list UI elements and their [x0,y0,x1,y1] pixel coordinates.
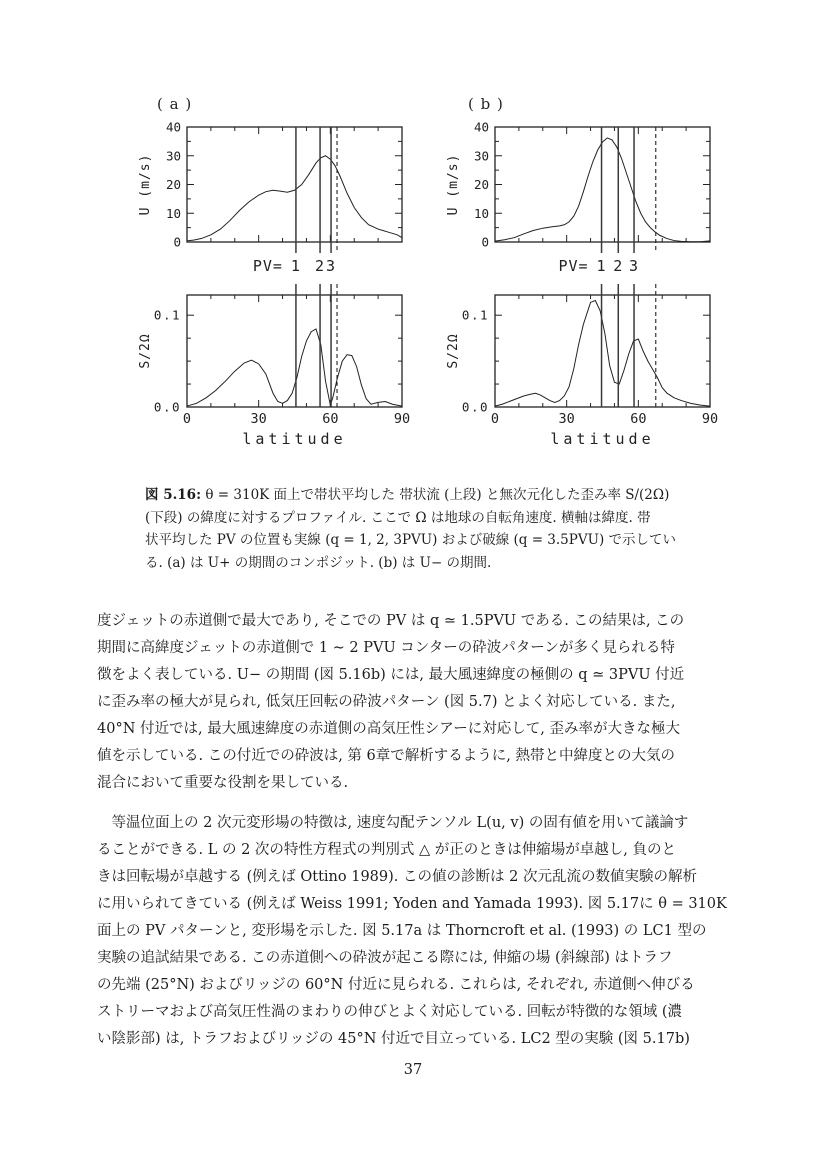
subplot-bottom [446,295,718,448]
svg-text:20: 20 [165,177,181,192]
svg-text:90: 90 [393,411,411,427]
svg-text:latitude: latitude [550,430,655,448]
svg-text:40: 40 [473,119,489,135]
svg-text:2: 2 [315,257,326,275]
caption-line: (下段) の緯度に対するプロファイル. ここで Ω は地球の自転角速度. 横軸は緯度. 帯 [145,509,651,526]
svg-text:90: 90 [701,411,719,427]
panel-b-plot [433,120,748,470]
svg-text:3: 3 [326,257,337,275]
data-curve [187,156,402,241]
subplot-bottom [138,295,410,448]
panel-a-plot [125,120,440,470]
subplot-top [446,120,710,250]
data-curve [187,329,402,406]
svg-text:0.1: 0.1 [153,307,181,323]
svg-text:0.0: 0.0 [461,399,489,415]
text-line: ストリーマおよび高気圧性渦のまわりの伸びとよく対応している. 回転が特徴的な領域 (濃 [97,1004,682,1020]
text-line: 等温位面上の 2 次元変形場の特徴は, 速度勾配テンソル L(u, v) の固有値を用いて議論す [97,815,689,831]
svg-text:40: 40 [165,119,181,135]
page-number: 37 [403,1062,423,1078]
pv-lines [253,127,337,407]
svg-text:30: 30 [558,411,575,427]
text-line: に歪み率の極大が見られ, 低気圧回転の砕波パターン (図 5.7) とよく対応している. また, [97,694,676,710]
svg-text:30: 30 [250,411,267,427]
svg-text:30: 30 [473,148,489,164]
subplot-top [138,120,402,250]
text-line: 期間に高緯度ジェットの赤道側で 1 ∼ 2 PVU コンターの砕波パターンが多く見られる特 [97,640,675,656]
svg-text:10: 10 [165,205,181,221]
text-line: 混合において重要な役割を果している. [97,775,349,791]
caption-line [145,484,705,507]
figure-panel-a [125,95,445,485]
text-line: 値を示している. この付近での砕波は, 第 6章で解析するように, 熱帯と中緯度との大気の [97,748,675,764]
svg-text:1: 1 [596,257,607,275]
svg-text:PV=: PV= [558,257,589,275]
svg-text:0.0: 0.0 [153,399,181,415]
caption-figure-label: 図 5.16: [145,487,202,503]
svg-text:0.1: 0.1 [461,307,489,323]
svg-text:3: 3 [629,257,640,275]
svg-text:0: 0 [490,411,500,427]
svg-text:0: 0 [481,234,489,250]
svg-text:U (m/s): U (m/s) [138,153,153,216]
svg-text:2: 2 [613,257,624,275]
figure-caption [145,484,705,574]
svg-text:U (m/s): U (m/s) [446,153,461,216]
svg-text:0: 0 [182,411,192,427]
axis-box [495,127,710,242]
text-line: に用いられてきている (例えば Weiss 1991; Yoden and Yamada 1993). 図 5.17に θ = 310K [97,896,727,912]
text-line: 40°N 付近では, 最大風速緯度の赤道側の高気圧性シアーに対応して, 歪み率が大きな極大 [97,721,680,737]
axis-box [187,295,402,407]
svg-text:1: 1 [290,257,301,275]
axis-box [495,295,710,407]
figure-panel-b [433,95,753,485]
caption-line: 状平均した PV の位置も実線 (q = 1, 2, 3PVU) および破線 (q = 3.5PVU) で示してい [145,532,677,548]
text-line: 度ジェットの赤道側で最大であり, そこでの PV は q ≃ 1.5PVU である. この結果は, この [97,613,685,629]
text-line: の先端 (25°N) およびリッジの 60°N 付近に見られる. これらは, それぞれ, 赤道側へ伸びる [97,977,695,993]
paragraph-1 [97,608,747,797]
svg-text:20: 20 [473,177,489,192]
svg-text:60: 60 [322,411,339,427]
svg-text:60: 60 [630,411,647,427]
text-line: ることができる. L の 2 次の特性方程式の判別式 △ が正のときは伸縮場が卓越し, 負のと [97,842,676,858]
svg-text:S/2Ω: S/2Ω [138,333,153,369]
data-curve [495,138,710,242]
text-line: きは回転場が卓越する (例えば Ottino 1989). この値の診断は 2 次元乱流の数値実験の解析 [97,869,697,885]
caption-text: θ = 310K 面上で帯状平均した 帯状流 (上段) と無次元化した歪み率 S/(2Ω) [201,487,670,503]
caption-line: る. (a) は U+ の期間のコンポジット. (b) は U− の期間. [145,554,492,571]
panel-a-label: ( a ) [157,95,193,113]
text-line: 実験の追試結果である. この赤道側への砕波が起こる際には, 伸縮の場 (斜線部) はトラフ [97,950,673,966]
svg-text:10: 10 [473,205,489,221]
pv-lines [558,127,655,407]
text-line: い陰影部) は, トラフおよびリッジの 45°N 付近で目立っている. LC2 型の実験 (図 5.17b) [97,1031,690,1047]
text-line: 徴をよく表している. U− の期間 (図 5.16b) には, 最大風速緯度の極側の q ≃ 3PVU 付近 [97,667,685,683]
text-line: 面上の PV パターンと, 変形場を示した. 図 5.17a は Thorncroft et al. (1993) の LC1 型の [97,923,707,939]
svg-text:latitude: latitude [242,430,347,448]
svg-text:PV=: PV= [252,257,283,275]
svg-text:30: 30 [165,148,181,164]
svg-text:S/2Ω: S/2Ω [446,333,461,369]
panel-b-label: ( b ) [468,95,504,113]
data-curve [495,301,710,407]
svg-text:0: 0 [173,234,181,250]
paragraph-2 [97,810,747,1053]
